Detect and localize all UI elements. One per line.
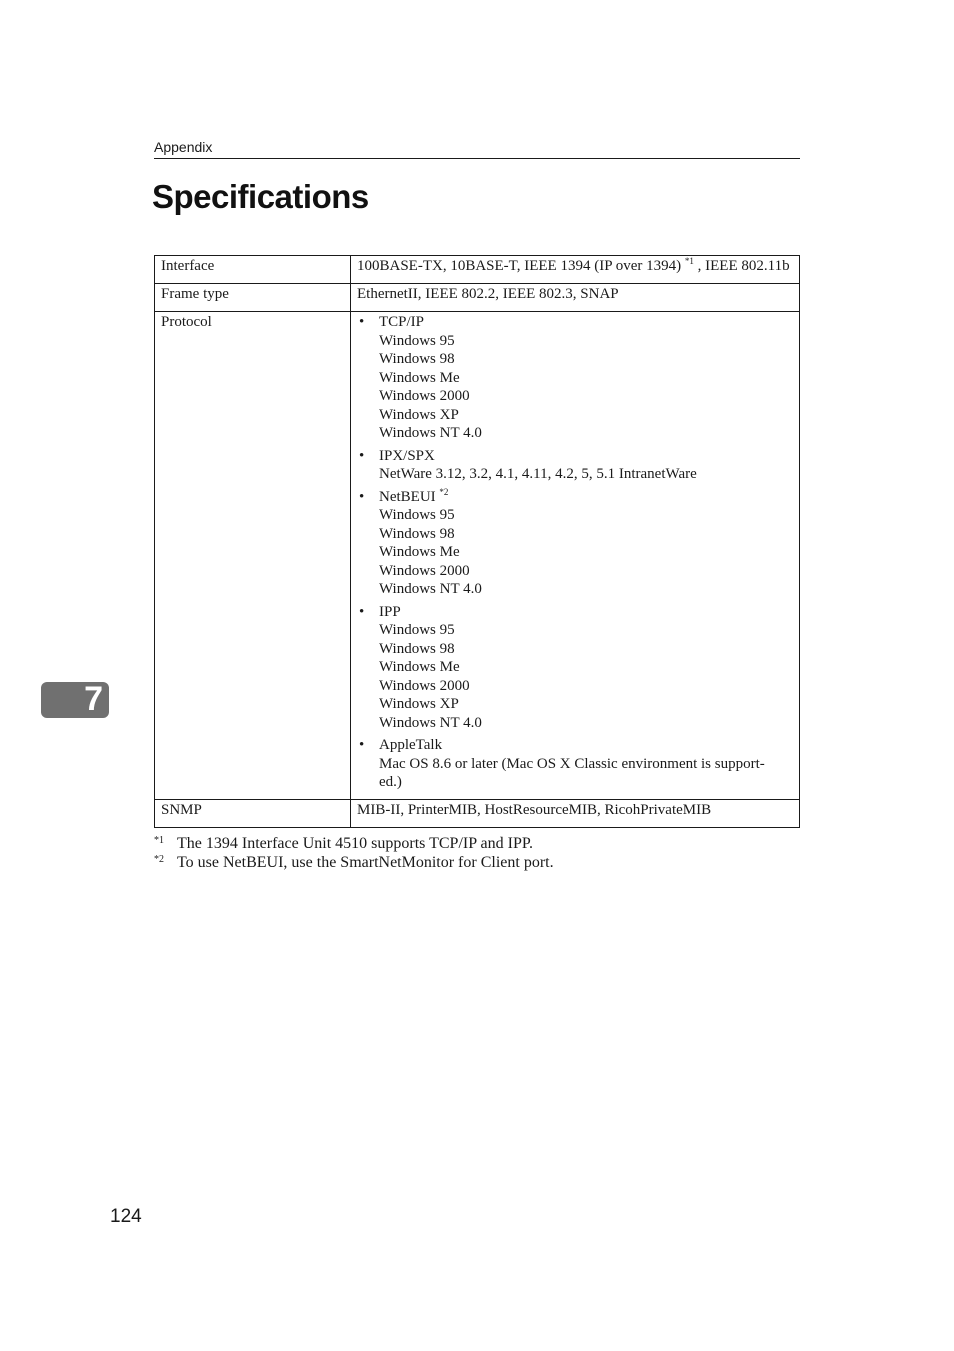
interface-value: [351, 256, 800, 284]
protocol-os-line: Windows 2000: [379, 388, 470, 404]
protocol-os-line: Windows 2000: [379, 562, 470, 579]
protocol-os-line: NetWare 3.12, 3.2, 4.1, 4.11, 4.2, 5, 5.1 IntranetWare: [379, 466, 697, 482]
snmp-value: MIB-II, PrinterMIB, HostResourceMIB, RicohPrivateMIB: [351, 799, 800, 827]
protocol-os-line: Windows Me: [379, 544, 460, 560]
protocol-name-text: TCP/IP: [379, 314, 425, 330]
protocol-os-line: Mac OS 8.6 or later (Mac OS X Classic environment is support-: [379, 755, 765, 772]
list-item: [357, 736, 793, 792]
protocol-os-line: Windows Me: [379, 659, 460, 675]
protocol-os-line: Windows 98: [379, 525, 455, 542]
protocol-os-line: Windows 2000: [379, 677, 470, 694]
chapter-tab: [41, 682, 109, 718]
footnotes: [154, 835, 800, 872]
protocol-os-line: Windows 95: [379, 507, 455, 523]
chapter-number: 7: [84, 680, 103, 718]
frame-type-value: EthernetII, IEEE 802.2, IEEE 802.3, SNAP: [351, 284, 800, 312]
protocol-os-line: Windows Me: [379, 369, 460, 386]
footnote-ref-1: *1: [684, 256, 694, 266]
protocol-name: [379, 447, 793, 466]
protocol-name: [379, 736, 793, 755]
frame-type-label: Frame type: [155, 284, 351, 312]
table-row-frame-type: [155, 284, 800, 312]
list-item: [357, 488, 793, 599]
protocol-name: [379, 603, 793, 622]
protocol-name-text: NetBEUI: [379, 488, 440, 505]
protocol-name-text: AppleTalk: [379, 737, 443, 753]
protocol-name: [379, 488, 793, 507]
protocol-os-line: Windows XP: [379, 406, 459, 423]
snmp-label: SNMP: [155, 799, 351, 827]
footnote-ref-2: *2: [439, 486, 449, 497]
running-header: Appendix: [154, 139, 213, 155]
list-item: [357, 603, 793, 733]
list-item: [357, 447, 793, 484]
protocol-os-line: Windows NT 4.0: [379, 425, 482, 441]
table-row-snmp: [155, 799, 800, 827]
protocol-os-line: Windows 95: [379, 622, 455, 638]
footnote-mark: *2: [154, 853, 164, 865]
footnote: [154, 835, 800, 854]
header-rule: [154, 158, 800, 159]
page-title: Specifications: [152, 178, 369, 215]
footnote-text: To use NetBEUI, use the SmartNetMonitor for Client port.: [177, 853, 554, 871]
protocol-os-line: Windows 95: [379, 332, 455, 349]
protocol-os-line: Windows NT 4.0: [379, 581, 482, 597]
protocol-os-line: Windows XP: [379, 696, 459, 712]
protocol-name-text: IPP: [379, 603, 401, 620]
specifications-table: [154, 255, 800, 828]
protocol-name-text: IPX/SPX: [379, 447, 435, 464]
protocol-label: Protocol: [155, 312, 351, 800]
protocol-name: [379, 313, 793, 332]
footnote: [154, 854, 800, 873]
protocol-os-line: Windows NT 4.0: [379, 714, 482, 731]
list-item: [357, 313, 793, 443]
interface-value-text-end: , IEEE 802.11b: [693, 258, 790, 274]
interface-label: Interface: [155, 256, 351, 284]
footnote-text: The 1394 Interface Unit 4510 supports TCP/IP and IPP.: [177, 835, 533, 852]
table-row-interface: [155, 256, 800, 284]
protocol-os-line: Windows 98: [379, 640, 455, 657]
table-row-protocol: [155, 312, 800, 800]
protocol-os-line: ed.): [379, 774, 402, 790]
protocol-os-line: Windows 98: [379, 351, 455, 367]
footnote-mark: *1: [154, 835, 164, 846]
protocol-value: [351, 312, 800, 800]
protocol-list: [357, 313, 793, 792]
page-number: 124: [110, 1206, 142, 1227]
interface-value-text: 100BASE-TX, 10BASE-T, IEEE 1394 (IP over 1394): [357, 258, 685, 274]
